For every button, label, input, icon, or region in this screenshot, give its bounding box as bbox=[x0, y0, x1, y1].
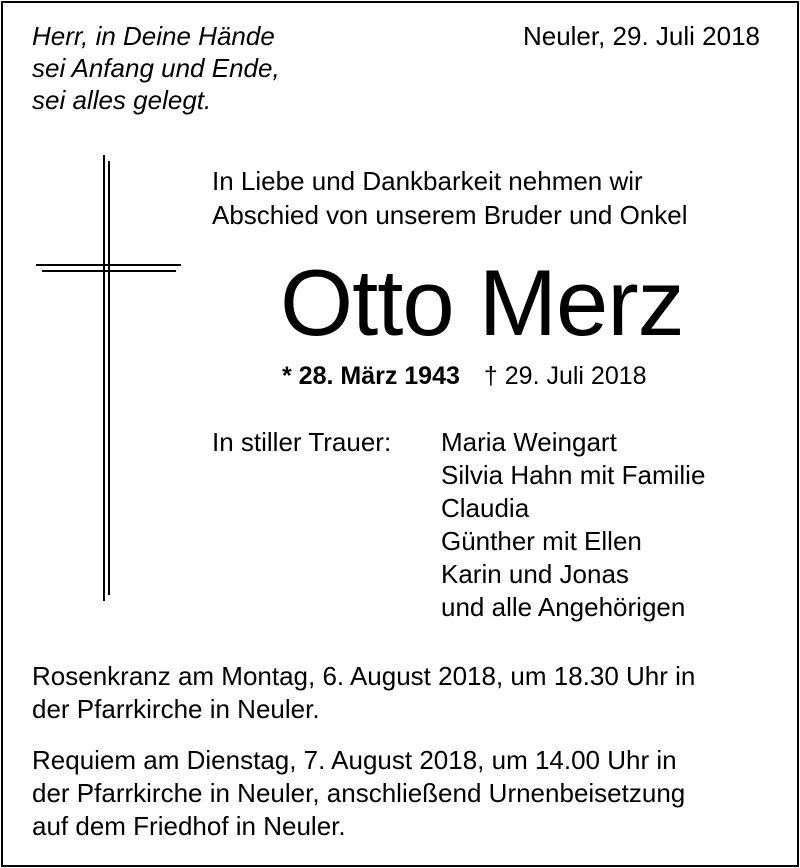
mourners-list bbox=[441, 426, 705, 624]
requiem-line-3: auf dem Friedhof in Neuler. bbox=[32, 811, 346, 841]
mourning-label: In stiller Trauer: bbox=[212, 427, 392, 457]
mourner-name: Claudia bbox=[441, 493, 530, 523]
cross-icon bbox=[36, 155, 181, 601]
mourner-name: und alle Angehörigen bbox=[441, 592, 686, 622]
rosary-line-2: der Pfarrkirche in Neuler. bbox=[32, 694, 320, 724]
requiem-line-1: Requiem am Dienstag, 7. August 2018, um 14.00 Uhr in bbox=[32, 745, 677, 775]
place-date: Neuler, 29. Juli 2018 bbox=[522, 21, 760, 51]
verse-line-1: Herr, in Deine Hände bbox=[32, 21, 275, 51]
intro-text bbox=[212, 164, 688, 232]
bible-verse bbox=[32, 20, 280, 116]
life-dates bbox=[282, 360, 647, 392]
death-date: † 29. Juli 2018 bbox=[483, 362, 647, 390]
intro-line-2: Abschied von unserem Bruder und Onkel bbox=[212, 200, 688, 230]
rosary-info bbox=[32, 660, 695, 726]
rosary-line-1: Rosenkranz am Montag, 6. August 2018, um 18.30 Uhr in bbox=[32, 661, 696, 691]
deceased-name: Otto Merz bbox=[280, 250, 684, 355]
mourner-name: Karin und Jonas bbox=[441, 559, 629, 589]
intro-line-1: In Liebe und Dankbarkeit nehmen wir bbox=[212, 166, 643, 196]
requiem-info bbox=[32, 744, 685, 843]
mourner-name: Günther mit Ellen bbox=[441, 526, 642, 556]
verse-line-3: sei alles gelegt. bbox=[32, 85, 212, 115]
birth-date: * 28. März 1943 bbox=[282, 362, 460, 390]
mourner-name: Maria Weingart bbox=[441, 427, 617, 457]
mourner-name: Silvia Hahn mit Familie bbox=[441, 460, 706, 490]
verse-line-2: sei Anfang und Ende, bbox=[32, 53, 280, 83]
requiem-line-2: der Pfarrkirche in Neuler, anschließend Urnenbeisetzung bbox=[32, 778, 686, 808]
